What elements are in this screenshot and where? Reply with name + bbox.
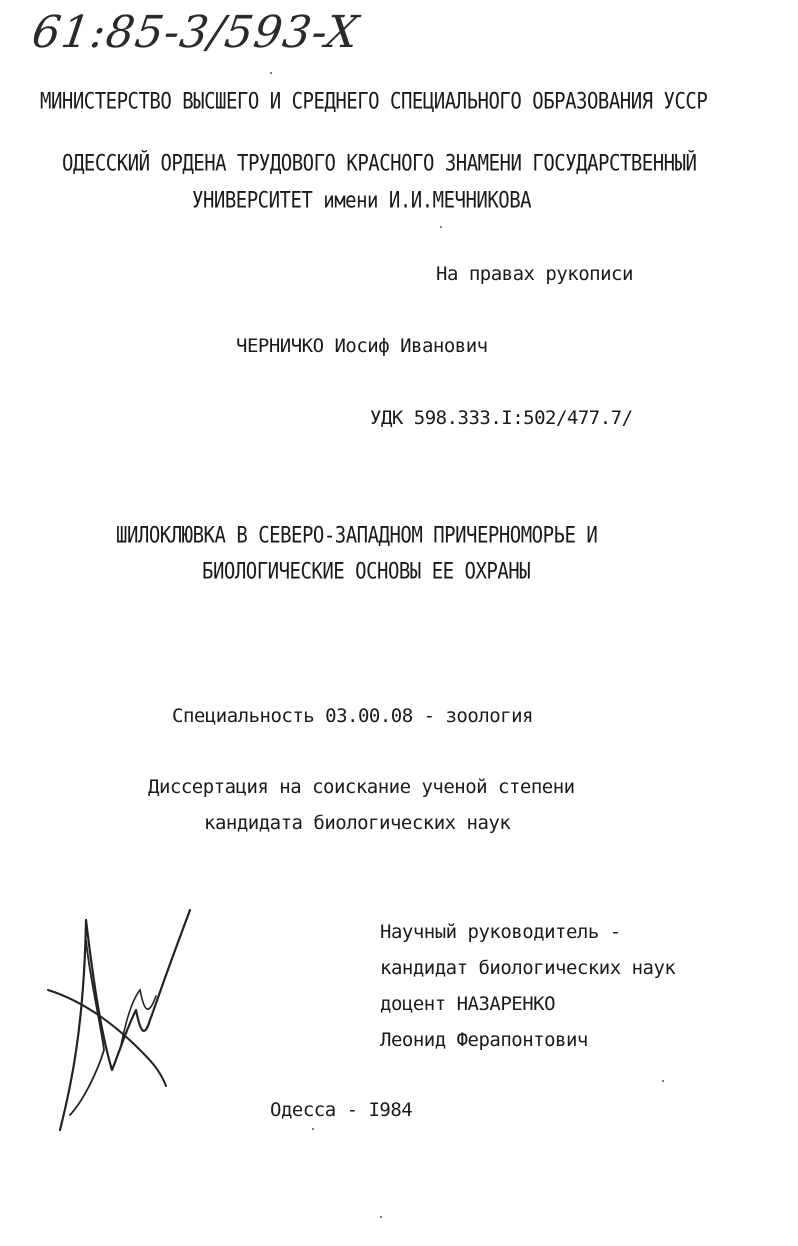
- manuscript-rights: На правах рукописи: [436, 263, 633, 285]
- paper-speck: [662, 1080, 664, 1082]
- supervisor-line4: Леонид Ферапонтович: [380, 1029, 588, 1051]
- paper-speck: [380, 1216, 382, 1218]
- handwritten-signature-icon: [40, 900, 200, 1140]
- archive-stamp: 61:85-3/593-X: [28, 7, 363, 58]
- university-heading-line1: ОДЕССКИЙ ОРДЕНА ТРУДОВОГО КРАСНОГО ЗНАМЕНИ ГОСУДАРСТВЕННЫЙ: [62, 151, 697, 177]
- supervisor-line2: кандидат биологических наук: [380, 957, 676, 979]
- university-heading-line2: УНИВЕРСИТЕТ имени И.И.МЕЧНИКОВА: [192, 188, 532, 214]
- supervisor-line3: доцент НАЗАРЕНКО: [380, 993, 556, 1015]
- thesis-title-line1: ШИЛОКЛЮВКА В СЕВЕРО-ЗАПАДНОМ ПРИЧЕРНОМОРЬЕ И: [116, 523, 598, 549]
- dissertation-line2: кандидата биологических наук: [204, 812, 511, 834]
- ministry-heading: МИНИСТЕРСТВО ВЫСШЕГО И СРЕДНЕГО СПЕЦИАЛЬНОГО ОБРАЗОВАНИЯ УССР: [40, 89, 708, 115]
- author-name: ЧЕРНИЧКО Иосиф Иванович: [236, 335, 488, 357]
- place-and-year: Одесса - I984: [270, 1099, 413, 1121]
- paper-speck: [270, 72, 272, 74]
- thesis-title-line2: БИОЛОГИЧЕСКИЕ ОСНОВЫ ЕЕ ОХРАНЫ: [202, 559, 531, 585]
- paper-speck: [440, 226, 442, 228]
- supervisor-line1: Научный руководитель -: [380, 921, 621, 943]
- udc-code: УДК 598.333.I:502/477.7/: [370, 407, 633, 429]
- specialty: Специальность 03.00.08 - зоология: [172, 705, 533, 727]
- paper-speck: [312, 1128, 314, 1130]
- dissertation-line1: Диссертация на соискание ученой степени: [148, 776, 575, 798]
